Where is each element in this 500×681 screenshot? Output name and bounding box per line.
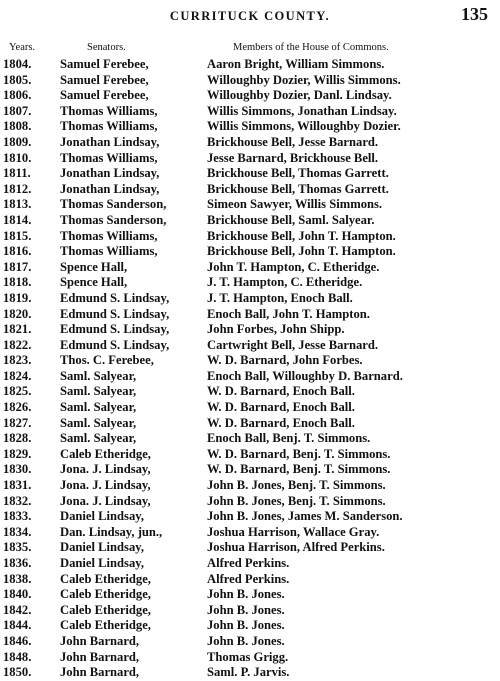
members-cell: Brickhouse Bell, Saml. Salyear.	[207, 212, 375, 227]
table-row	[0, 244, 500, 260]
members-cell: John Forbes, John Shipp.	[207, 322, 345, 337]
year-cell: 1815.	[3, 228, 32, 243]
senator-cell: Daniel Lindsay,	[60, 540, 144, 555]
year-cell: 1813.	[3, 197, 32, 212]
table-row	[0, 618, 500, 634]
year-cell: 1826.	[3, 400, 32, 415]
members-cell: J. T. Hampton, C. Etheridge.	[207, 275, 363, 290]
senator-cell: Caleb Etheridge,	[60, 587, 151, 602]
year-cell: 1832.	[3, 493, 32, 508]
senator-cell: John Barnard,	[60, 665, 140, 680]
senator-cell: Daniel Lindsay,	[60, 509, 144, 524]
year-cell: 1824.	[3, 368, 32, 383]
members-cell: Saml. P. Jarvis.	[207, 665, 290, 680]
senator-cell: Caleb Etheridge,	[60, 602, 151, 617]
senator-cell: Jona. J. Lindsay,	[60, 493, 151, 508]
year-cell: 1812.	[3, 181, 32, 196]
year-cell: 1834.	[3, 524, 32, 539]
year-cell: 1820.	[3, 306, 32, 321]
year-cell: 1806.	[3, 88, 32, 103]
column-header-members: Members of the House of Commons.	[233, 42, 389, 53]
members-cell: John B. Jones, Benj. T. Simmons.	[207, 493, 386, 508]
year-cell: 1819.	[3, 290, 32, 305]
senator-cell: Thomas Sanderson,	[60, 212, 167, 227]
members-cell: Simeon Sawyer, Willis Simmons.	[207, 197, 383, 212]
members-cell: W. D. Barnard, John Forbes.	[207, 353, 363, 368]
members-cell: John B. Jones.	[207, 602, 285, 617]
table-row	[0, 166, 500, 182]
year-cell: 1821.	[3, 322, 32, 337]
senator-cell: Daniel Lindsay,	[60, 556, 144, 570]
members-cell: Enoch Ball, John T. Hampton.	[207, 306, 370, 321]
senator-cell: Edmund S. Lindsay,	[60, 337, 170, 352]
members-cell: Cartwright Bell, Jesse Barnard.	[207, 337, 379, 352]
table-row	[0, 307, 500, 323]
members-cell: John T. Hampton, C. Etheridge.	[207, 259, 380, 274]
table-row	[0, 572, 500, 588]
table-row	[0, 229, 500, 245]
year-cell: 1809.	[3, 134, 32, 149]
members-cell: Willis Simmons, Willoughby Dozier.	[207, 119, 401, 134]
year-cell: 1828.	[3, 431, 32, 446]
senator-cell: Saml. Salyear,	[60, 415, 137, 430]
table-row	[0, 509, 500, 525]
senator-cell: Saml. Salyear,	[60, 400, 137, 415]
year-cell: 1848.	[3, 649, 32, 664]
table-row	[0, 650, 500, 666]
senator-cell: Jonathan Lindsay,	[60, 166, 160, 181]
members-cell: John B. Jones.	[207, 633, 285, 648]
members-cell: Joshua Harrison, Wallace Gray.	[207, 524, 380, 539]
members-cell: Brickhouse Bell, John T. Hampton.	[207, 228, 396, 243]
table-row	[0, 322, 500, 338]
table-row	[0, 665, 500, 681]
members-cell: Thomas Grigg.	[207, 649, 289, 664]
members-cell: W. D. Barnard, Enoch Ball.	[207, 415, 355, 430]
members-cell: Brickhouse Bell, Jesse Barnard.	[207, 134, 379, 149]
table-row	[0, 540, 500, 556]
year-cell: 1816.	[3, 244, 32, 259]
members-cell: John B. Jones, James M. Sanderson.	[207, 509, 403, 524]
members-cell: Brickhouse Bell, John T. Hampton.	[207, 244, 396, 259]
table-row	[0, 556, 500, 572]
senator-cell: Thomas Sanderson,	[60, 197, 167, 212]
year-cell: 1850.	[3, 665, 32, 680]
members-cell: W. D. Barnard, Benj. T. Simmons.	[207, 446, 391, 461]
members-cell: John B. Jones.	[207, 618, 285, 633]
table-row	[0, 634, 500, 650]
table-row	[0, 494, 500, 510]
column-header-senators: Senators.	[87, 42, 126, 53]
members-cell: Aaron Bright, William Simmons.	[207, 57, 385, 71]
members-cell: W. D. Barnard, Benj. T. Simmons.	[207, 462, 391, 477]
table-row	[0, 587, 500, 603]
table-row	[0, 260, 500, 276]
table-row	[0, 353, 500, 369]
year-cell: 1825.	[3, 384, 32, 399]
senator-cell: Samuel Ferebee,	[60, 57, 149, 71]
year-cell: 1807.	[3, 103, 32, 118]
running-header-title: CURRITUCK COUNTY.	[169, 9, 331, 23]
senator-cell: Thomas Williams,	[60, 150, 158, 165]
table-row	[0, 104, 500, 120]
members-cell: Joshua Harrison, Alfred Perkins.	[207, 540, 385, 555]
table-row	[0, 478, 500, 494]
table-row	[0, 135, 500, 151]
members-cell: Jesse Barnard, Brickhouse Bell.	[207, 150, 379, 165]
year-cell: 1823.	[3, 353, 32, 368]
table-row	[0, 462, 500, 478]
year-cell: 1805.	[3, 72, 32, 87]
members-cell: W. D. Barnard, Enoch Ball.	[207, 400, 355, 415]
table-row	[0, 119, 500, 135]
senator-cell: Caleb Etheridge,	[60, 618, 151, 633]
senator-cell: Saml. Salyear,	[60, 368, 137, 383]
senator-cell: John Barnard,	[60, 633, 140, 648]
year-cell: 1840.	[3, 587, 32, 602]
senator-cell: Caleb Etheridge,	[60, 446, 151, 461]
year-cell: 1810.	[3, 150, 32, 165]
table-row	[0, 369, 500, 385]
year-cell: 1835.	[3, 540, 32, 555]
table-row	[0, 57, 500, 73]
year-cell: 1822.	[3, 337, 32, 352]
senator-cell: Saml. Salyear,	[60, 384, 137, 399]
senator-cell: Spence Hall,	[60, 259, 128, 274]
members-cell: J. T. Hampton, Enoch Ball.	[207, 290, 353, 305]
members-cell: Alfred Perkins.	[207, 556, 290, 570]
senator-cell: Thomas Williams,	[60, 228, 158, 243]
senator-cell: Jonathan Lindsay,	[60, 181, 160, 196]
senator-cell: Thomas Williams,	[60, 119, 158, 134]
members-cell: Enoch Ball, Willoughby D. Barnard.	[207, 368, 403, 383]
table-row	[0, 384, 500, 400]
members-cell: Willoughby Dozier, Willis Simmons.	[207, 72, 401, 87]
senator-cell: Thomas Williams,	[60, 244, 158, 259]
year-cell: 1842.	[3, 602, 32, 617]
year-cell: 1808.	[3, 119, 32, 134]
year-cell: 1827.	[3, 415, 32, 430]
senator-cell: Thomas Williams,	[60, 103, 158, 118]
year-cell: 1811.	[3, 166, 31, 181]
senator-cell: Edmund S. Lindsay,	[60, 306, 170, 321]
year-cell: 1846.	[3, 633, 32, 648]
table-row	[0, 73, 500, 89]
senator-cell: Saml. Salyear,	[60, 431, 137, 446]
table-row	[0, 182, 500, 198]
senator-cell: Jona. J. Lindsay,	[60, 462, 151, 477]
year-cell: 1830.	[3, 462, 32, 477]
table-row	[0, 213, 500, 229]
members-cell: John B. Jones.	[207, 587, 285, 602]
members-cell: Brickhouse Bell, Thomas Garrett.	[207, 181, 389, 196]
table-row	[0, 525, 500, 541]
year-cell: 1838.	[3, 571, 32, 586]
year-cell: 1804.	[3, 57, 32, 71]
table-row	[0, 88, 500, 104]
table-row	[0, 338, 500, 354]
legislators-table	[0, 57, 500, 681]
year-cell: 1836.	[3, 556, 32, 570]
table-row	[0, 431, 500, 447]
members-cell: Brickhouse Bell, Thomas Garrett.	[207, 166, 389, 181]
members-cell: John B. Jones, Benj. T. Simmons.	[207, 478, 386, 493]
senator-cell: Samuel Ferebee,	[60, 88, 149, 103]
senator-cell: Caleb Etheridge,	[60, 571, 151, 586]
senator-cell: Dan. Lindsay, jun.,	[60, 524, 163, 539]
year-cell: 1833.	[3, 509, 32, 524]
table-row	[0, 151, 500, 167]
year-cell: 1818.	[3, 275, 32, 290]
table-row	[0, 603, 500, 619]
year-cell: 1814.	[3, 212, 32, 227]
senator-cell: Jona. J. Lindsay,	[60, 478, 151, 493]
senator-cell: Jonathan Lindsay,	[60, 134, 160, 149]
senator-cell: Thos. C. Ferebee,	[60, 353, 154, 368]
year-cell: 1829.	[3, 446, 32, 461]
senator-cell: Edmund S. Lindsay,	[60, 322, 170, 337]
year-cell: 1817.	[3, 259, 32, 274]
page-number: 135	[461, 4, 488, 24]
table-row	[0, 416, 500, 432]
year-cell: 1831.	[3, 478, 32, 493]
table-row	[0, 400, 500, 416]
column-header-years: Years.	[9, 42, 36, 53]
senator-cell: Samuel Ferebee,	[60, 72, 149, 87]
table-row	[0, 275, 500, 291]
table-row	[0, 447, 500, 463]
senator-cell: Spence Hall,	[60, 275, 128, 290]
members-cell: Willoughby Dozier, Danl. Lindsay.	[207, 88, 392, 103]
table-row	[0, 197, 500, 213]
table-row	[0, 291, 500, 307]
members-cell: Alfred Perkins.	[207, 571, 290, 586]
senator-cell: John Barnard,	[60, 649, 140, 664]
senator-cell: Edmund S. Lindsay,	[60, 290, 170, 305]
members-cell: W. D. Barnard, Enoch Ball.	[207, 384, 355, 399]
members-cell: Enoch Ball, Benj. T. Simmons.	[207, 431, 371, 446]
members-cell: Willis Simmons, Jonathan Lindsay.	[207, 103, 397, 118]
year-cell: 1844.	[3, 618, 32, 633]
